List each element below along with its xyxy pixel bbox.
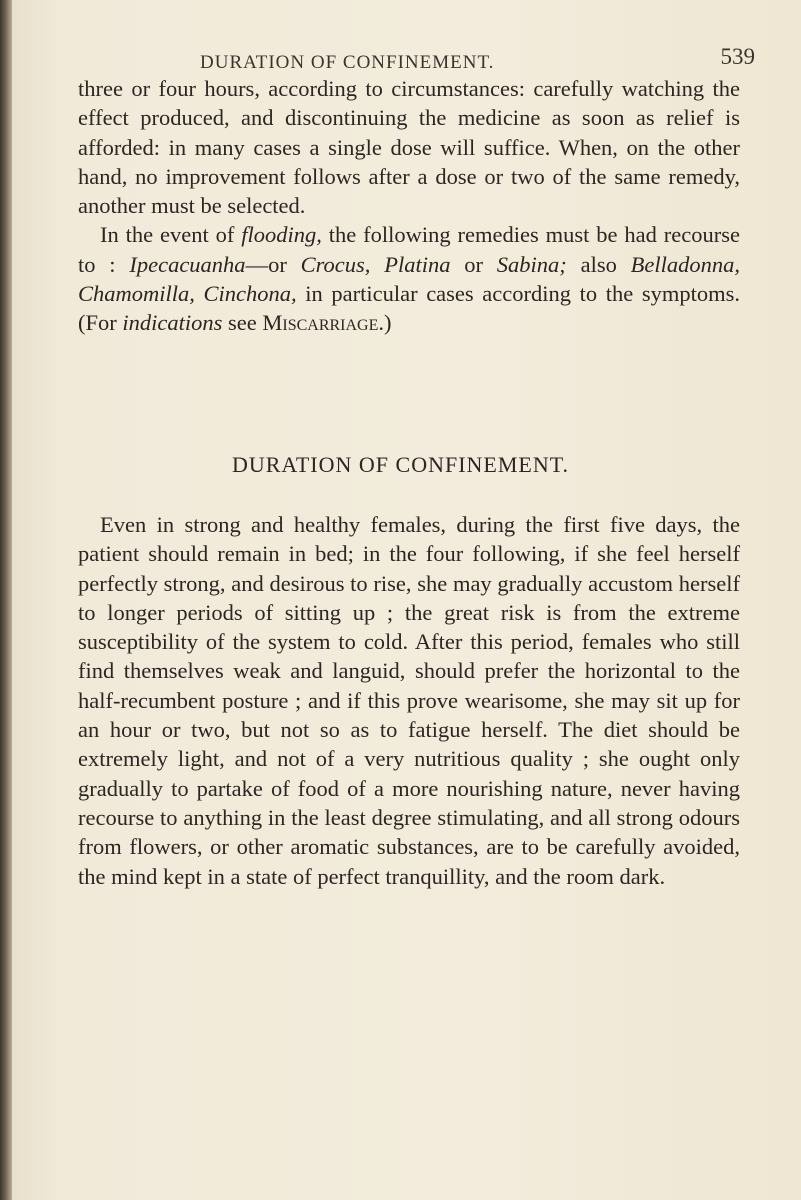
section-heading: DURATION OF CONFINEMENT. xyxy=(231,452,570,477)
italic-remedy: Crocus, Platina xyxy=(300,251,451,277)
italic-remedy: Sabina; xyxy=(496,251,567,277)
italic-term-indications: indications xyxy=(122,310,223,336)
text-run: .) xyxy=(378,310,392,336)
section-text-block xyxy=(78,510,740,891)
text-run: or xyxy=(450,251,497,277)
text-run: —or xyxy=(245,251,301,277)
text-run: in particular cases according to the symptoms. (For xyxy=(78,281,740,336)
italic-remedy: Belladonna, Chamomilla, Cinchona, xyxy=(78,251,740,307)
text-run: also xyxy=(566,251,631,277)
page-number: 539 xyxy=(720,44,755,69)
continued-text-block xyxy=(78,74,740,338)
section-paragraph: Even in strong and healthy females, during the first five days, the patient should remain in bed; in the four following, if she feel herself perfectly strong, and desirous to rise, she may gradually accustom herself to longer periods of sitting up ; the great risk is from the extreme susceptibility of the system to cold. After this period, females who still find themselves weak and languid, should prefer the horizontal to the half-recumbent posture ; and if this prove wearisome, she may sit up for an hour or two, but not so as to fatigue herself. The diet should be extremely light, and not of a very nutritious quality ; she ought only gradually to partake of food of a more nourishing nature, never having recourse to anything in the least degree stimulating, and all strong odours from flowers, or other aromatic substances, are to be carefully avoided, the mind kept in a state of perfect tranquillity, and the room dark. xyxy=(78,512,740,889)
italic-remedy: Ipecacuanha xyxy=(129,251,246,277)
text-run: see xyxy=(222,310,263,336)
italic-term-flooding: flooding, xyxy=(241,222,322,248)
text-run: In the event of xyxy=(100,222,242,248)
running-title: DURATION OF CONFINEMENT. xyxy=(200,52,495,73)
book-gutter xyxy=(0,0,12,1200)
cross-reference-miscarriage: Miscarriage xyxy=(262,310,379,336)
flooding-paragraph xyxy=(78,220,740,337)
continued-paragraph: three or four hours, according to circumstances: carefully watching the effect produced, and discontinuing the medicine as soon as relief is afforded: in many cases a single dose will suffice. When, on the other hand, no improvement follows after a dose or two of the same remedy, another must be selected. xyxy=(78,76,740,219)
text-run: the following remedies must be had recourse to : xyxy=(78,222,740,277)
